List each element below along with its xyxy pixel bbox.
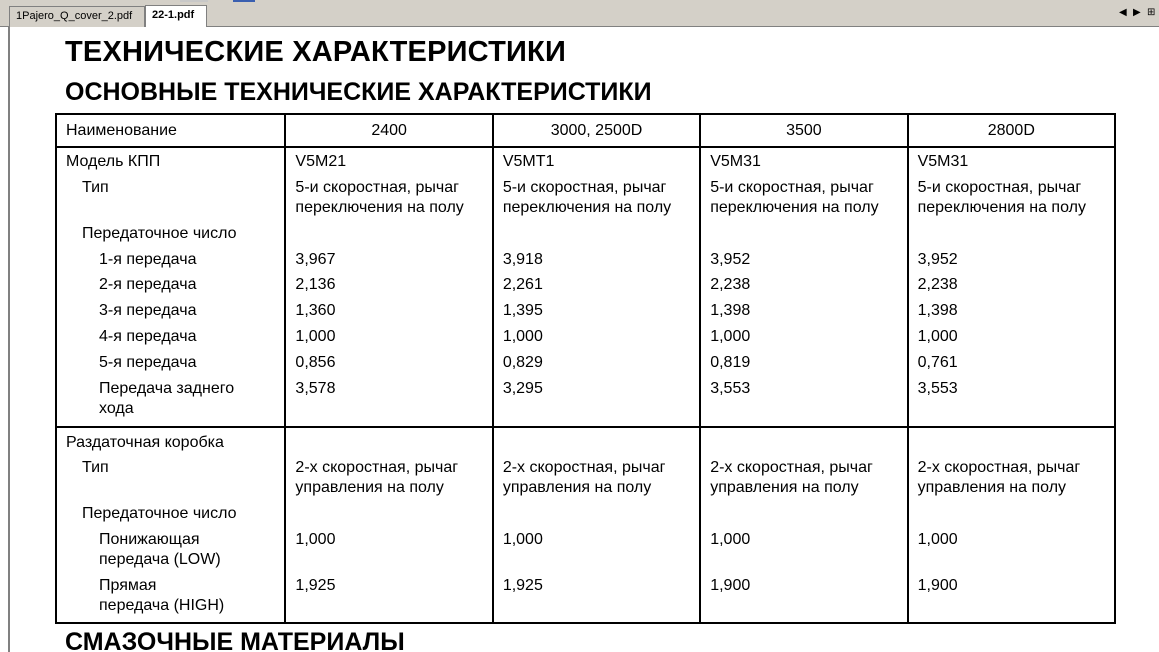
transfer-type: 2-х скоростная, рычаг управления на полу <box>295 459 459 497</box>
gear-3-value: 1,398 <box>917 302 958 320</box>
tab-scroll-right-icon[interactable]: ▶ <box>1133 7 1141 18</box>
gear-5-value: 0,829 <box>502 353 543 371</box>
header-3500: 3500 <box>700 114 907 147</box>
gear-2-value: 2,136 <box>295 276 336 294</box>
gearbox-type: 5-и скоростная, рычаг переключения на полу <box>917 178 1086 216</box>
transfer-col-3000-2500d <box>493 427 700 624</box>
low-value: 1,000 <box>710 531 751 549</box>
label-type: Тип <box>82 178 109 196</box>
document-subtitle: ОСНОВНЫЕ ТЕХНИЧЕСКИЕ ХАРАКТЕРИСТИКИ <box>65 78 652 106</box>
gear-4-value: 1,000 <box>710 327 751 345</box>
spacer <box>918 433 1114 459</box>
table-row <box>56 147 1115 427</box>
gear-2-value: 2,238 <box>710 276 751 294</box>
label-transfer-type: Тип <box>82 459 109 477</box>
tab-bar-accent-blue <box>233 0 255 2</box>
label-gear-1: 1-я передача <box>99 250 197 268</box>
label-ratio: Передаточное число <box>82 224 237 242</box>
spacer <box>918 224 1114 250</box>
gearbox-col-2800d <box>908 147 1115 427</box>
gear-1-value: 3,918 <box>502 250 543 268</box>
reverse-value: 3,578 <box>295 379 336 397</box>
transfer-type: 2-х скоростная, рычаг управления на полу <box>710 459 873 497</box>
spacer <box>295 433 491 459</box>
low-value: 1,000 <box>502 531 543 549</box>
page-edge <box>8 27 10 652</box>
transfer-col-2400 <box>285 427 492 624</box>
tab-bar <box>0 0 1159 27</box>
gearbox-col-2400 <box>285 147 492 427</box>
spacer <box>295 504 491 530</box>
gear-1-value: 3,952 <box>917 250 958 268</box>
gear-3-value: 1,398 <box>710 302 751 320</box>
reverse-value: 3,553 <box>917 379 958 397</box>
table-row <box>56 427 1115 624</box>
gearbox-model: V5M31 <box>710 153 761 170</box>
label-gear-5: 5-я передача <box>99 353 197 371</box>
spacer <box>503 224 699 250</box>
transfer-type: 2-х скоростная, рычаг управления на полу <box>502 459 666 497</box>
tab-scroll-left-icon[interactable]: ◀ <box>1119 7 1127 18</box>
label-reverse: Передача заднего хода <box>99 379 235 417</box>
label-low: Понижающая передача (LOW) <box>99 531 221 569</box>
gear-4-value: 1,000 <box>917 327 958 345</box>
gear-2-value: 2,261 <box>502 276 543 294</box>
high-value: 1,925 <box>295 577 336 595</box>
table-header-row <box>56 114 1115 147</box>
spacer <box>295 224 491 250</box>
reverse-value: 3,553 <box>710 379 751 397</box>
label-gear-3: 3-я передача <box>99 302 197 320</box>
gearbox-type: 5-и скоростная, рычаг переключения на полу <box>295 178 464 216</box>
header-3000-2500d: 3000, 2500D <box>493 114 700 147</box>
gearbox-col-3000-2500d <box>493 147 700 427</box>
gear-1-value: 3,967 <box>295 250 336 268</box>
transfer-col-3500 <box>700 427 907 624</box>
gearbox-type: 5-и скоростная, рычаг переключения на полу <box>710 178 879 216</box>
low-value: 1,000 <box>917 531 958 549</box>
spacer <box>503 504 699 530</box>
reverse-value: 3,295 <box>502 379 543 397</box>
spacer <box>503 433 699 459</box>
gearbox-col-3500 <box>700 147 907 427</box>
spacer <box>710 504 906 530</box>
spacer <box>918 504 1114 530</box>
gearbox-model: V5M31 <box>917 153 969 170</box>
label-gear-4: 4-я передача <box>99 327 197 345</box>
gearbox-model: V5M21 <box>295 153 347 170</box>
transfer-col-2800d <box>908 427 1115 624</box>
header-2400: 2400 <box>285 114 492 147</box>
low-value: 1,000 <box>295 531 336 549</box>
gear-5-value: 0,761 <box>917 353 958 371</box>
gear-4-value: 1,000 <box>295 327 336 345</box>
high-value: 1,900 <box>710 577 751 595</box>
tab-list-icon[interactable]: ⊞ <box>1147 7 1156 18</box>
gear-5-value: 0,856 <box>295 353 336 371</box>
document-viewport[interactable] <box>0 27 1159 652</box>
label-model: Модель КПП <box>66 153 161 170</box>
tab-22-1[interactable]: 22-1.pdf <box>145 5 207 28</box>
transfer-type: 2-х скоростная, рычаг управления на полу <box>917 459 1081 497</box>
spacer <box>710 433 906 459</box>
label-high: Прямая передача (HIGH) <box>99 577 225 615</box>
label-gear-2: 2-я передача <box>99 276 197 294</box>
spec-table <box>55 113 1116 624</box>
transfer-labels <box>56 427 285 624</box>
gear-1-value: 3,952 <box>710 250 751 268</box>
high-value: 1,900 <box>917 577 958 595</box>
header-2800d: 2800D <box>908 114 1115 147</box>
spacer <box>710 224 906 250</box>
tab-bar-accent <box>180 0 208 2</box>
high-value: 1,925 <box>502 577 543 595</box>
gear-5-value: 0,819 <box>710 353 751 371</box>
header-name: Наименование <box>56 114 285 147</box>
gear-4-value: 1,000 <box>502 327 543 345</box>
label-transfer-ratio: Передаточное число <box>82 505 237 523</box>
gear-3-value: 1,395 <box>502 302 543 320</box>
tab-pajero-cover[interactable]: 1Pajero_Q_cover_2.pdf <box>9 6 145 27</box>
next-section-title: СМАЗОЧНЫЕ МАТЕРИАЛЫ <box>65 628 405 652</box>
gearbox-labels <box>56 147 285 427</box>
label-transfer-case: Раздаточная коробка <box>66 433 224 451</box>
gear-3-value: 1,360 <box>295 302 336 320</box>
document-title: ТЕХНИЧЕСКИЕ ХАРАКТЕРИСТИКИ <box>65 36 567 68</box>
gear-2-value: 2,238 <box>917 276 958 294</box>
gearbox-type: 5-и скоростная, рычаг переключения на полу <box>502 178 672 216</box>
gearbox-model: V5MT1 <box>502 153 555 170</box>
